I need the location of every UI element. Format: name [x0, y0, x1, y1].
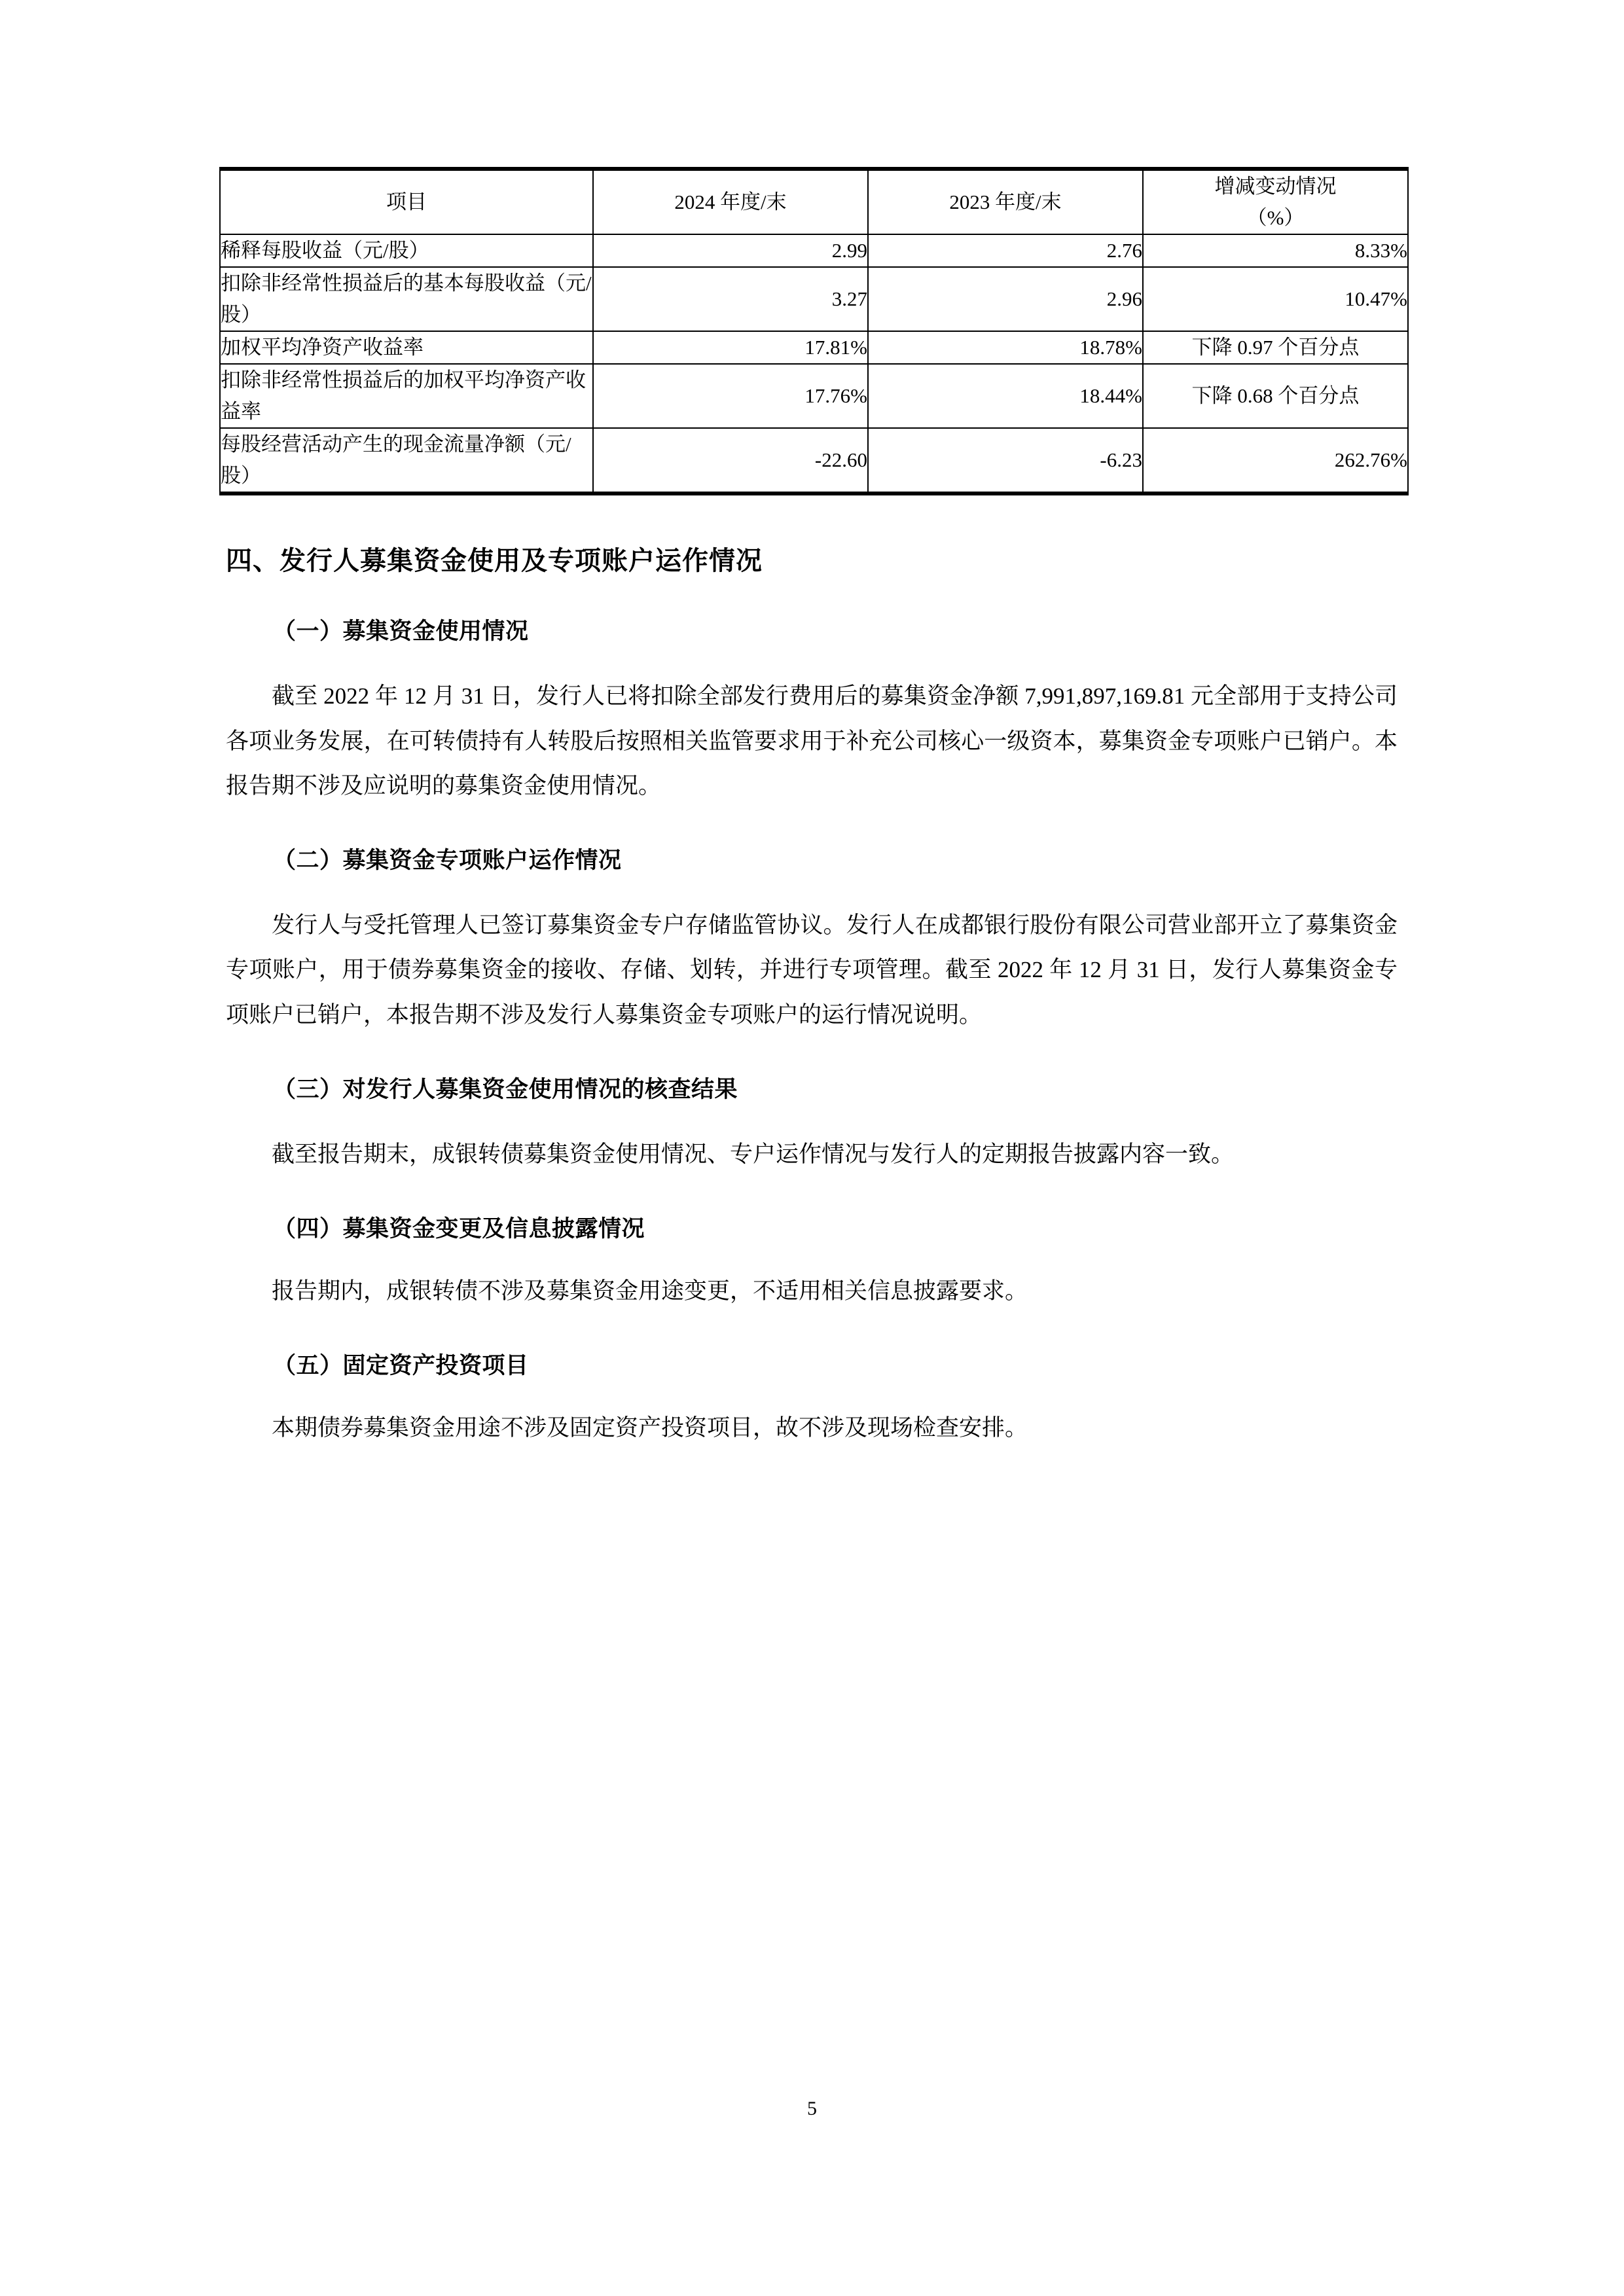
- row-label: 加权平均净资产收益率: [220, 331, 593, 364]
- page-number: 5: [807, 2098, 817, 2119]
- table-header-row: [220, 169, 1408, 234]
- row-value-2024: -22.60: [593, 428, 868, 493]
- table-row: [220, 267, 1408, 331]
- section-heading-four: 四、发行人募集资金使用及专项账户运作情况: [226, 546, 763, 577]
- subsection-paragraph-four: 报告期内，成银转债不涉及募集资金用途变更，不适用相关信息披露要求。: [272, 1278, 1028, 1304]
- table-header-year-2023: 2023 年度/末: [868, 169, 1143, 234]
- row-label: 扣除非经常性损益后的加权平均净资产收益率: [220, 364, 593, 428]
- subsection-paragraph-five: 本期债券募集资金用途不涉及固定资产投资项目，故不涉及现场检查安排。: [272, 1415, 1028, 1441]
- subsection-heading-two: （二）募集资金专项账户运作情况: [273, 848, 622, 874]
- subsection-heading-four: （四）募集资金变更及信息披露情况: [273, 1216, 645, 1243]
- row-value-2023: 2.76: [868, 234, 1143, 267]
- row-label: 稀释每股收益（元/股）: [220, 234, 593, 267]
- row-label: 扣除非经常性损益后的基本每股收益（元/股）: [220, 267, 593, 331]
- row-value-2024: 3.27: [593, 267, 868, 331]
- row-value-change: 下降 0.68 个百分点: [1143, 364, 1408, 428]
- subsection-paragraph-one: 截至 2022 年 12 月 31 日，发行人已将扣除全部发行费用后的募集资金净额 7,991,897,169.81 元全部用于支持公司各项业务发展，在可转债持有人转股后按照相关监管要求用于补充公司核心一级资本，募集资金专项账户已销户。本报告期不涉及应说明的募集资金使用情况。: [226, 683, 1398, 798]
- subsection-heading-three: （三）对发行人募集资金使用情况的核查结果: [273, 1076, 738, 1103]
- subsection-paragraph-two: 发行人与受托管理人已签订募集资金专户存储监管协议。发行人在成都银行股份有限公司营业部开立了募集资金专项账户，用于债券募集资金的接收、存储、划转，并进行专项管理。截至 2022 年 12 月 31 日，发行人募集资金专项账户已销户，本报告期不涉及发行人募集资金专项账户的运行情况说明。: [226, 912, 1398, 1028]
- table-header-change-line1: 增减变动情况: [1214, 175, 1337, 198]
- row-value-2023: 18.78%: [868, 331, 1143, 364]
- row-value-2023: 2.96: [868, 267, 1143, 331]
- row-label: 每股经营活动产生的现金流量净额（元/股）: [220, 428, 593, 493]
- table-row: [220, 364, 1408, 428]
- table-row: [220, 331, 1408, 364]
- table-header-change-line2: （%）: [1246, 206, 1305, 230]
- row-value-change: 下降 0.97 个百分点: [1143, 331, 1408, 364]
- row-value-change: 10.47%: [1143, 267, 1408, 331]
- row-value-2023: 18.44%: [868, 364, 1143, 428]
- page-content: [221, 167, 1407, 1451]
- row-value-2023: -6.23: [868, 428, 1143, 493]
- row-value-2024: 17.76%: [593, 364, 868, 428]
- table-header-change: [1143, 169, 1408, 234]
- subsection-heading-one: （一）募集资金使用情况: [273, 619, 529, 645]
- table-header-item: 项目: [220, 169, 593, 234]
- row-value-change: 262.76%: [1143, 428, 1408, 493]
- table-row: [220, 428, 1408, 493]
- row-value-2024: 2.99: [593, 234, 868, 267]
- financial-metrics-table: [219, 167, 1409, 495]
- row-value-2024: 17.81%: [593, 331, 868, 364]
- table-row: [220, 234, 1408, 267]
- row-value-change: 8.33%: [1143, 234, 1408, 267]
- table-header-year-2024: 2024 年度/末: [593, 169, 868, 234]
- subsection-heading-five: （五）固定资产投资项目: [273, 1353, 529, 1380]
- subsection-paragraph-three: 截至报告期末，成银转债募集资金使用情况、专户运作情况与发行人的定期报告披露内容一致。: [272, 1141, 1235, 1167]
